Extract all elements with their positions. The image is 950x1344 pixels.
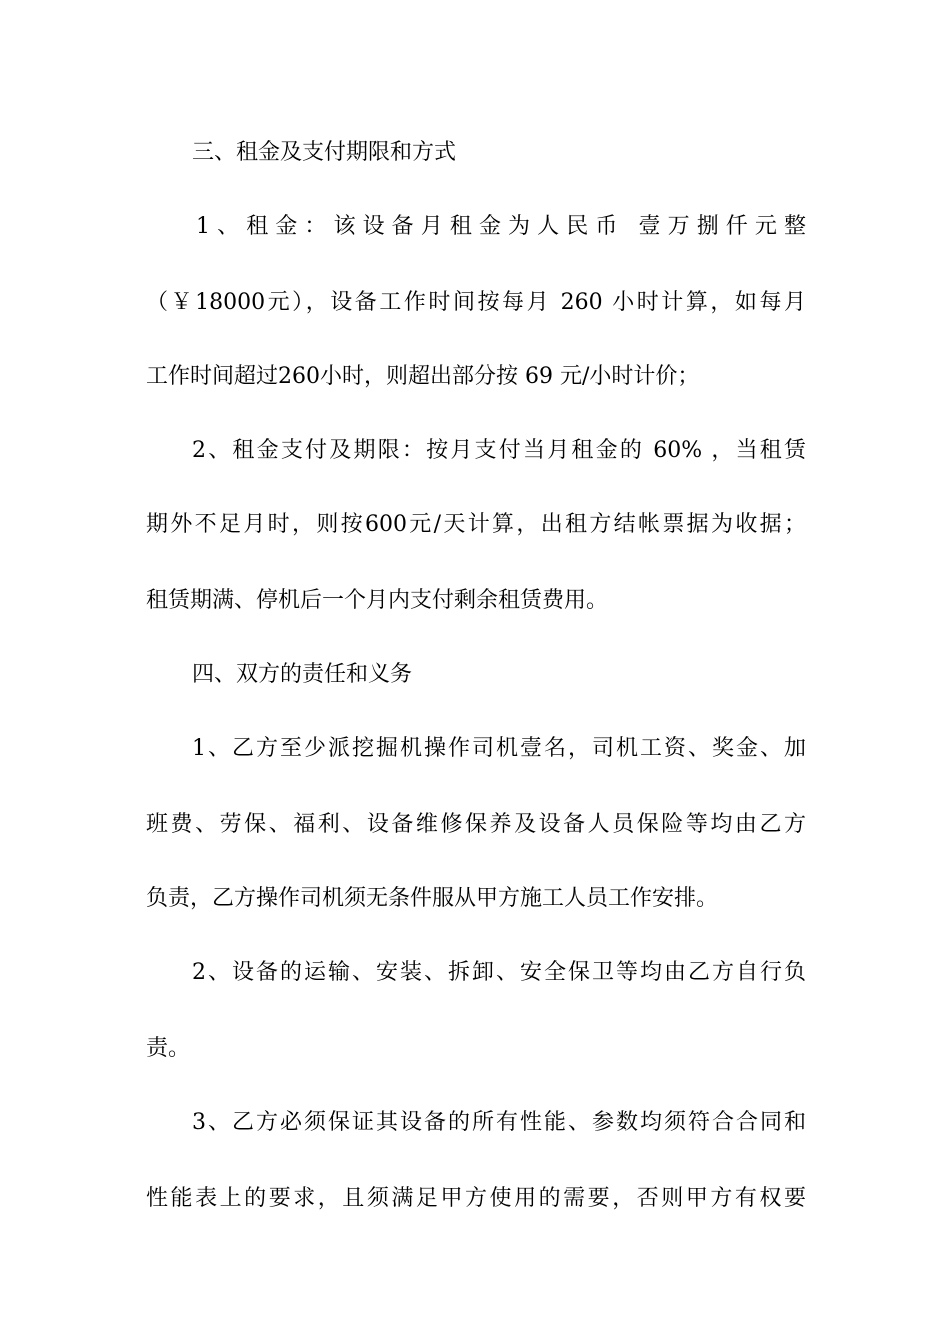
paragraph-line: 2、设备的运输、安装、拆卸、安全保卫等均由乙方自行负 [192, 960, 806, 985]
paragraph-line: 1、乙方至少派挖掘机操作司机壹名，司机工资、奖金、加 [192, 736, 806, 761]
paragraph-line: 性能表上的要求，且须满足甲方使用的需要，否则甲方有权要 [146, 1186, 806, 1211]
paragraph-line: 责。 [146, 1036, 191, 1061]
paragraph-line: 负责，乙方操作司机须无条件服从甲方施工人员工作安排。 [146, 886, 719, 911]
paragraph-line: 租赁期满、停机后一个月内支付剩余租赁费用。 [146, 588, 609, 613]
paragraph-line: （￥18000元），设备工作时间按每月 260 小时计算，如每月 [146, 290, 806, 315]
paragraph-line: 班费、劳保、福利、设备维修保养及设备人员保险等均由乙方 [146, 812, 806, 837]
paragraph-line: 工作时间超过260小时，则超出部分按 69 元/小时计价； [146, 364, 700, 389]
paragraph-line: 2、租金支付及期限：按月支付当月租金的 60% ，当租赁 [192, 438, 806, 463]
paragraph-line: 1、租金：该设备月租金为人民币 壹万捌仟元整 [196, 214, 806, 239]
paragraph-line: 3、乙方必须保证其设备的所有性能、参数均须符合合同和 [192, 1110, 806, 1135]
section-heading-duties: 四、双方的责任和义务 [192, 662, 413, 687]
paragraph-line: 期外不足月时，则按600元/天计算，出租方结帐票据为收据； [146, 512, 806, 537]
section-heading-rent: 三、租金及支付期限和方式 [192, 140, 457, 165]
